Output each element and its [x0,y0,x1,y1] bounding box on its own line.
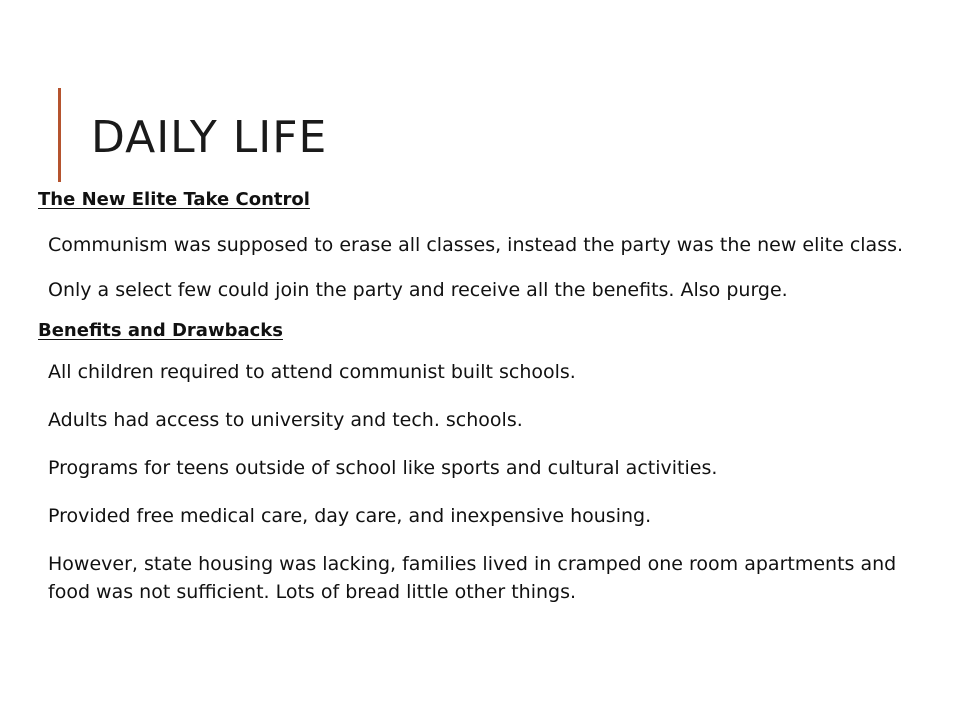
paragraph-adults-university: Adults had access to university and tech. schools. [48,409,523,431]
section-heading-benefits-drawbacks: Benefits and Drawbacks [38,320,283,341]
section-heading-new-elite: The New Elite Take Control [38,189,310,210]
slide-title: DAILY LIFE [91,112,328,163]
paragraph-state-housing: However, state housing was lacking, families lived in cramped one room apartments and food was not sufficient. Lots of bread little other things. [48,553,897,603]
paragraph-teen-programs: Programs for teens outside of school like sports and cultural activities. [48,457,718,479]
paragraph-communism-classes: Communism was supposed to erase all classes, instead the party was the new elite class. [48,234,904,256]
slide-body [38,180,928,606]
paragraph-children-schools: All children required to attend communist built schools. [48,361,576,383]
title-accent-bar [58,88,61,182]
paragraph-party-benefits: Only a select few could join the party and receive all the benefits. Also purge. [48,279,788,301]
paragraph-free-medical-care: Provided free medical care, day care, and inexpensive housing. [48,505,652,527]
